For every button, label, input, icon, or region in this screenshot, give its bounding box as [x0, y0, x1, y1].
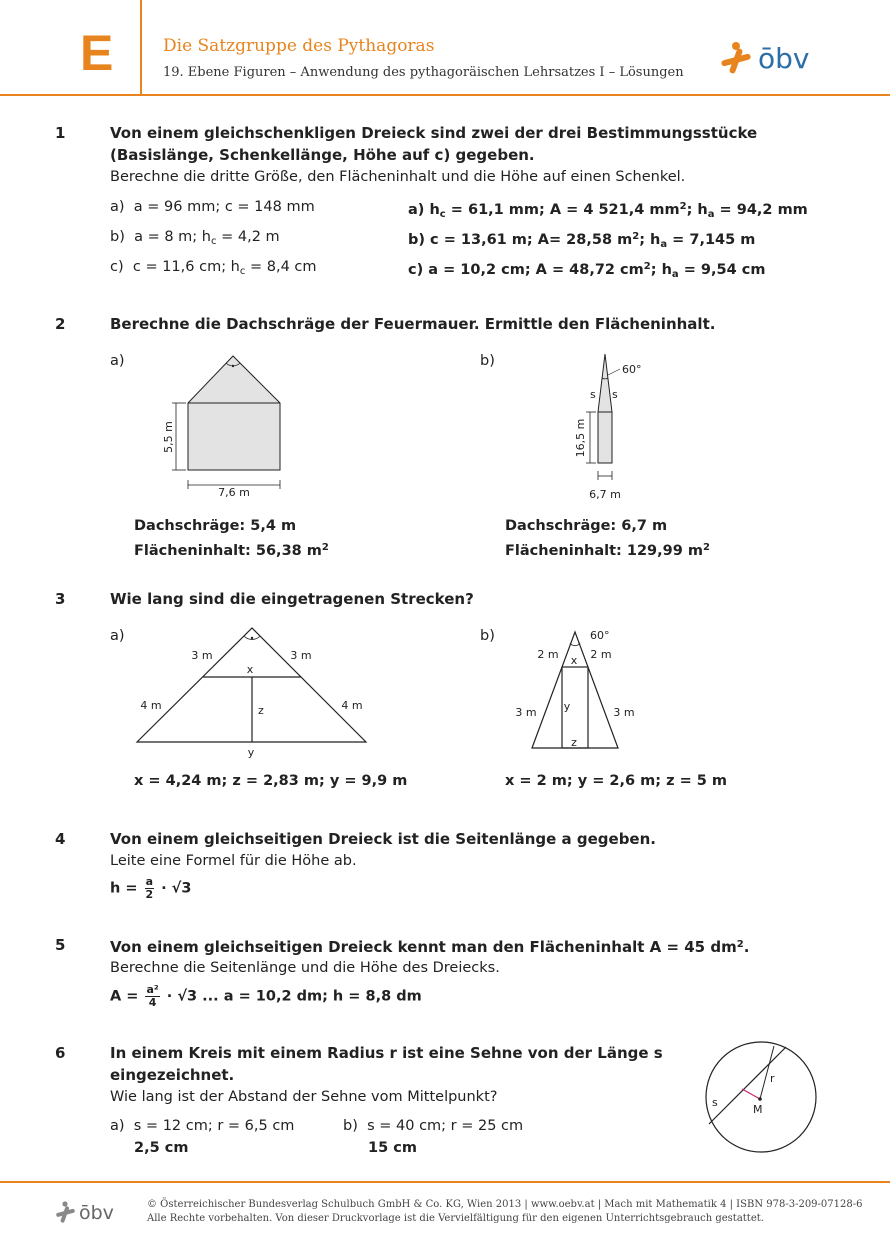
task-3b-answer: x = 2 m; y = 2,6 m; z = 5 m — [505, 773, 728, 789]
obv-star-icon — [721, 42, 752, 74]
label-m: M — [753, 1103, 763, 1116]
page-title: Die Satzgruppe des Pythagoras — [163, 36, 435, 56]
obv-logo-text: ōbv — [758, 42, 810, 75]
task-6-instruction: Wie lang ist der Abstand der Sehne vom Mittelpunkt? — [110, 1089, 498, 1105]
header-divider-vertical — [140, 0, 142, 94]
task-3b-figure — [510, 622, 650, 757]
distance-segment — [742, 1089, 760, 1099]
page-subtitle: 19. Ebene Figuren – Anwendung des pythagoräischen Lehrsatzes I – Lösungen — [163, 65, 684, 80]
task-6b-answer: 15 cm — [368, 1140, 417, 1156]
footer-line1: © Österreichischer Bundesverlag Schulbuch GmbH & Co. KG, Wien 2013 | www.oebv.at | Mach mit Mathematik 4 | ISBN 978-3-209-07128-6 — [147, 1199, 863, 1210]
side-top-right: 3 m — [290, 649, 312, 662]
width-label: 7,6 m — [218, 486, 250, 499]
task-6b-given: b) s = 40 cm; r = 25 cm — [343, 1118, 524, 1134]
side-bottom-left: 4 m — [140, 699, 162, 712]
footer-line2: Alle Rechte vorbehalten. Von dieser Druckvorlage ist die Vervielfältigung für den eigenen Unterrichtsgebrauch gestattet. — [147, 1213, 764, 1224]
chapter-letter: E — [80, 25, 114, 81]
task-3b-label: b) — [480, 628, 495, 644]
label-z: z — [571, 736, 577, 749]
task-4-question: Von einem gleichseitigen Dreieck ist die Seitenlänge a gegeben. — [110, 830, 656, 848]
side-bottom-right: 4 m — [341, 699, 363, 712]
height-label: 5,5 m — [162, 421, 175, 453]
footer-logo-text: ōbv — [79, 1202, 114, 1224]
label-y: y — [247, 746, 255, 759]
task-3a-label: a) — [110, 628, 125, 644]
center-point — [758, 1097, 762, 1101]
firewall-shape — [188, 356, 280, 470]
header-divider-horizontal — [0, 94, 890, 96]
side-top-left: 3 m — [191, 649, 213, 662]
angle-label: 60° — [590, 629, 610, 642]
task-6-number: 6 — [55, 1044, 66, 1062]
task-5-instruction: Berechne die Seitenlänge und die Höhe des Dreiecks. — [110, 960, 500, 976]
obv-logo — [718, 40, 828, 76]
task-3a-figure — [130, 622, 375, 762]
task-3a-answer: x = 4,24 m; z = 2,83 m; y = 9,9 m — [134, 773, 408, 789]
side-bottom-right: 3 m — [613, 706, 635, 719]
task-2b-label: b) — [480, 353, 495, 369]
task-2a-label: a) — [110, 353, 125, 369]
task-6a-given: a) s = 12 cm; r = 6,5 cm — [110, 1118, 295, 1134]
task-3-question: Wie lang sind die eingetragenen Strecken? — [110, 590, 474, 608]
label-y: y — [563, 700, 571, 713]
chord-s — [709, 1047, 786, 1124]
task-1b-given: b) a = 8 m; $h_c = 4,2$ m — [110, 229, 280, 247]
task-6-question-line2: eingezeichnet. — [110, 1066, 235, 1084]
side-top-left: 2 m — [537, 648, 559, 661]
task-1-number: 1 — [55, 124, 66, 142]
side-s-right: s — [612, 388, 618, 401]
side-top-right: 2 m — [590, 648, 612, 661]
task-3-number: 3 — [55, 590, 66, 608]
obv-star-icon — [56, 1201, 75, 1223]
task-6-question-line1: In einem Kreis mit einem Radius r ist eine Sehne von der Länge s — [110, 1044, 663, 1062]
task-4-number: 4 — [55, 830, 66, 848]
height-label: 16,5 m — [574, 418, 587, 458]
footer-copyright — [147, 1198, 862, 1226]
task-2a-figure — [150, 350, 300, 500]
side-bottom-left: 3 m — [515, 706, 537, 719]
label-x: x — [570, 654, 578, 667]
label-z: z — [258, 704, 264, 717]
width-label: 6,7 m — [589, 488, 621, 501]
footer-divider — [0, 1181, 890, 1183]
task-1c-answer: c) a = 10,2 cm; A = 48,72 $cm^2$; $h_a = 9,54$ cm — [408, 261, 766, 280]
task-1a-given: a) a = 96 mm; c = 148 mm — [110, 199, 315, 215]
angle-arc — [570, 643, 580, 646]
task-4-formula: h = $\frac{a}{2}$ · √3 — [110, 875, 192, 901]
task-1a-answer: a) $h_c = 61,1$ mm; A = 4 521,4 $mm^2$; $h_a = 94,2$ mm — [408, 201, 808, 220]
task-1-instruction: Berechne die dritte Größe, den Flächeninhalt und die Höhe auf einen Schenkel. — [110, 169, 686, 185]
task-2b-answer-area: Flächeninhalt: 129,99 $m^2$ — [505, 542, 710, 559]
footer-obv-logo — [55, 1200, 125, 1224]
side-s-left: s — [590, 388, 596, 401]
task-5-formula: A = $\frac{\text{a²}}{4}$ · √3 ... a = 10,2 dm; h = 8,8 dm — [110, 983, 422, 1009]
task-2b-figure — [560, 350, 660, 505]
task-2-number: 2 — [55, 315, 66, 333]
firewall-shape — [598, 354, 612, 463]
task-6-circle-figure — [700, 1036, 825, 1161]
task-2-question: Berechne die Dachschräge der Feuermauer. Ermittle den Flächeninhalt. — [110, 315, 716, 333]
task-5-number: 5 — [55, 936, 66, 954]
right-angle-dot — [251, 637, 253, 639]
task-1b-answer: b) c = 13,61 m; A= 28,58 $m^2$; $h_a = 7,145$ m — [408, 231, 756, 250]
label-s: s — [712, 1096, 718, 1109]
task-1-question-line2: (Basislänge, Schenkellänge, Höhe auf c) gegeben. — [110, 146, 535, 164]
task-2a-answer-area: Flächeninhalt: 56,38 $m^2$ — [134, 542, 329, 559]
right-angle-dot — [232, 365, 234, 367]
angle-pointer — [608, 369, 620, 375]
task-4-instruction: Leite eine Formel für die Höhe ab. — [110, 853, 357, 869]
task-5-question: Von einem gleichseitigen Dreieck kennt man den Flächeninhalt A = 45 $dm^2$. — [110, 938, 750, 956]
task-1c-given: c) c = 11,6 cm; $h_c = 8,4$ cm — [110, 259, 317, 277]
label-x: x — [246, 663, 254, 676]
label-r: r — [770, 1072, 775, 1085]
task-6a-answer: 2,5 cm — [134, 1140, 189, 1156]
task-1-question-line1: Von einem gleichschenkligen Dreieck sind zwei der drei Bestimmungsstücke — [110, 124, 758, 142]
task-2b-answer-roof: Dachschräge: 6,7 m — [505, 518, 668, 534]
angle-label: 60° — [622, 363, 642, 376]
task-2a-answer-roof: Dachschräge: 5,4 m — [134, 518, 297, 534]
